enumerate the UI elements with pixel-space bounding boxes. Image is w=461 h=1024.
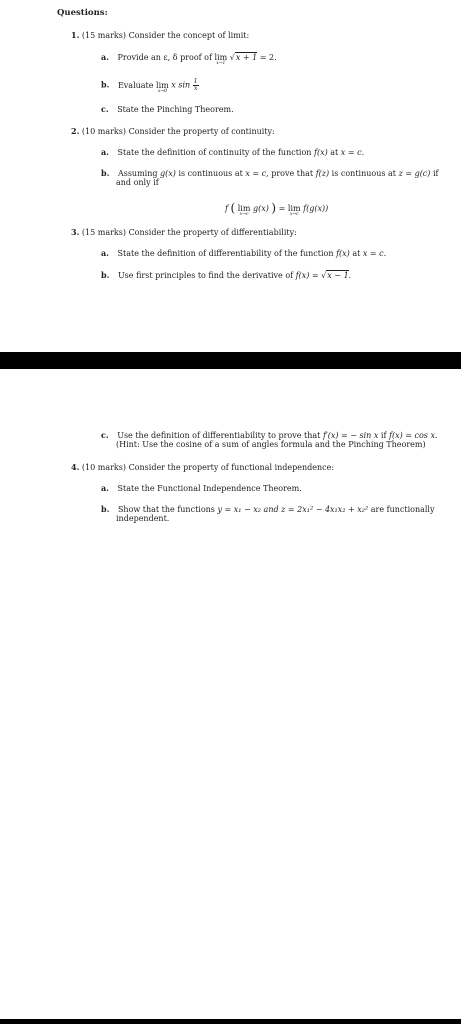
question-2a: a. State the definition of continuity of the function f(x) at x = c. [101,147,365,157]
continuity-equation: f ( lim x→c g(x) ) = lim x→c f(g(x)) [225,201,329,217]
part-label: a. [101,248,109,258]
question-text: Consider the concept of limit: [128,31,250,40]
question-2b: b. Assuming g(x) is continuous at x = c, prove that f(z) is continuous at z = g(c) if [101,168,439,178]
question-4a [101,483,302,494]
part-text: Use first principles to find the derivative of [117,271,294,280]
question-1 [71,30,249,41]
question-1a: a. Provide an ε, δ proof of lim x→1 √x + 1 = 2. [101,52,277,66]
part-label: c. [101,430,109,440]
page-bottom-edge [0,1019,461,1024]
question-text: Consider the property of differentiability: [128,228,297,237]
question-marks: (10 marks) [81,463,127,472]
question-number: 4. [71,462,80,472]
part-label: a. [101,483,109,493]
question-2b-continued: and only if [116,178,159,187]
limit-operator: lim x→c [237,204,251,217]
part-label: b. [101,168,110,178]
question-3c-hint: (Hint: Use the cosine of a sum of angles formula and the Pinching Theorem) [116,440,426,449]
question-4b: b. Show that the functions y = x₁ − x₂ and z = 2x₁² − 4x₁x₂ + x₂² are functionally [101,504,435,514]
question-number: 1. [71,30,80,40]
limit-operator: lim x→1 [214,53,228,66]
fraction: $\frac{1}{x}$ [193,78,198,92]
question-3 [71,227,297,238]
question-2 [71,126,275,137]
page-heading: Questions: [57,8,108,18]
question-number: 2. [71,126,80,136]
part-text: Provide an ε, δ proof of [117,53,212,62]
limit-expression: x sin [171,80,191,90]
sqrt-expression: x + 1 [235,53,258,62]
question-1b [101,79,199,92]
question-marks: (15 marks) [81,31,127,40]
question-marks: (15 marks) [81,228,127,237]
sqrt-expression: x − 1 [327,271,349,280]
limit-operator: lim x→0 [156,80,169,94]
part-label: a. [101,52,109,62]
question-3b: b. Use first principles to find the derivative of f(x) = √x − 1. [101,270,352,280]
question-4 [71,462,334,473]
question-text: Consider the property of functional independence: [128,463,335,472]
part-label: c. [101,104,109,114]
part-text: Evaluate [117,80,154,90]
part-label: b. [101,504,110,514]
part-label: b. [101,270,110,280]
part-text: State the Functional Independence Theorem. [117,484,302,493]
question-text: Consider the property of continuity: [128,127,275,136]
part-text: State the definition of differentiability of the function [117,249,334,258]
question-marks: (10 marks) [81,127,127,136]
part-label: a. [101,147,109,157]
equation-rhs: = 2. [259,53,277,62]
question-3c: c. Use the definition of differentiability to prove that f′(x) = − sin x if f(x) = cos x. [101,430,438,440]
limit-operator: lim x→c [287,204,301,217]
part-label: b. [101,79,110,90]
question-3a: a. State the definition of differentiability of the function f(x) at x = c. [101,248,387,258]
question-number: 3. [71,227,80,237]
page-divider [0,352,461,369]
part-text: State the Pinching Theorem. [117,105,234,114]
part-text: State the definition of continuity of the function [117,148,312,157]
question-1c [101,104,234,115]
question-4b-continued: independent. [116,514,170,523]
